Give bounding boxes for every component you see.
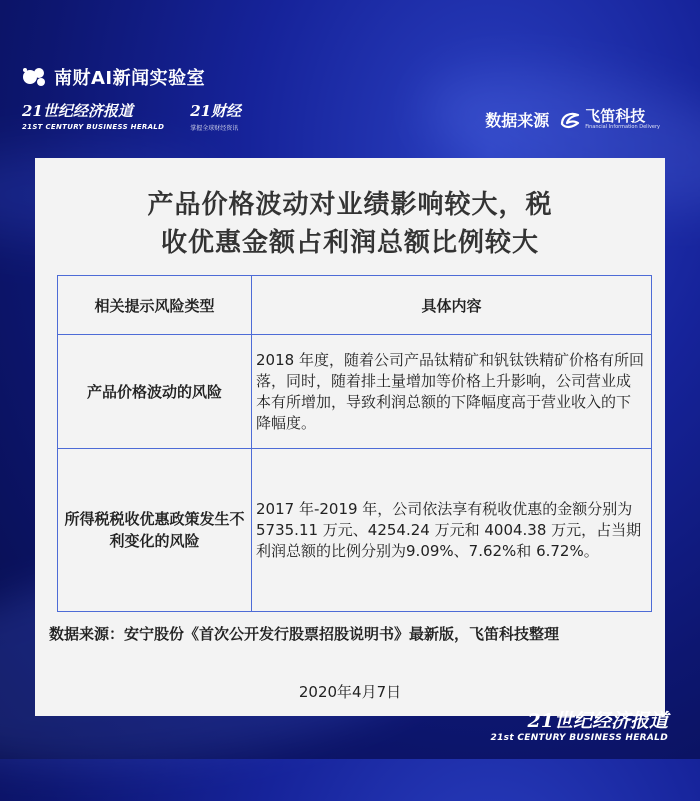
risk-content-cell: 2018 年度，随着公司产品钛精矿和钒钛铁精矿价格有所回落，同时，随着排土量增加等价格上升影响，公司营业成本有所增加，导致利润总额的下降幅度高于营业收入的下降幅度。 [252,335,652,449]
feidi-logo-icon [559,110,581,130]
data-source-brand [485,108,660,131]
feidi-company-name: 飞笛科技 [585,107,646,125]
card-title [35,186,665,262]
feidi-company-english: Financial Information Delivery [585,124,660,130]
watermark-name: 21世纪经济报道 [527,710,668,732]
table-header-risk-type: 相关提示风险类型 [58,276,252,335]
table-header-row [58,276,652,335]
risk-content-cell: 2017 年-2019 年，公司依法享有税收优惠的金额分别为5735.11 万元、4254.24 万元和 4004.38 万元，占当期利润总额的比例分别为9.09%、7.62%和 6.72%。 [252,449,652,612]
brand-21caijing-logo [190,100,241,132]
lab-name: 南财AI新闻实验室 [54,68,206,89]
watermark-logo [491,706,668,743]
feidi-logo [559,109,660,130]
data-source-label: 数据来源 [485,111,550,130]
card-title-line-2: 收优惠金额占利润总额比例较大 [160,228,539,258]
source-footnote: 数据来源：安宁股份《首次公开发行股票招股说明书》最新版，飞笛科技整理 [49,625,560,643]
brand-21cbh-english: 21ST CENTURY BUSINESS HERALD [22,123,165,131]
brand-21caijing-name: 21财经 [190,102,242,120]
brand-21cbh-logo [22,100,164,131]
risk-type-cell: 所得税税收优惠政策发生不利变化的风险 [58,449,252,612]
table-row [58,449,652,612]
watermark-english: 21st CENTURY BUSINESS HERALD [490,733,668,743]
card-title-line-1: 产品价格波动对业绩影响较大，税 [147,190,553,220]
risk-table [57,275,652,612]
lab-logo-icon [22,66,48,88]
header-branding [22,64,241,132]
risk-type-cell: 产品价格波动的风险 [58,335,252,449]
table-header-content: 具体内容 [252,276,652,335]
brand-21cbh-name: 21世纪经济报道 [22,102,133,120]
publish-date: 2020年4月7日 [298,683,402,701]
info-card [35,158,665,716]
brand-21caijing-tagline: 掌握全球财经资讯 [190,125,239,132]
lab-logo [22,64,241,90]
table-row [58,335,652,449]
